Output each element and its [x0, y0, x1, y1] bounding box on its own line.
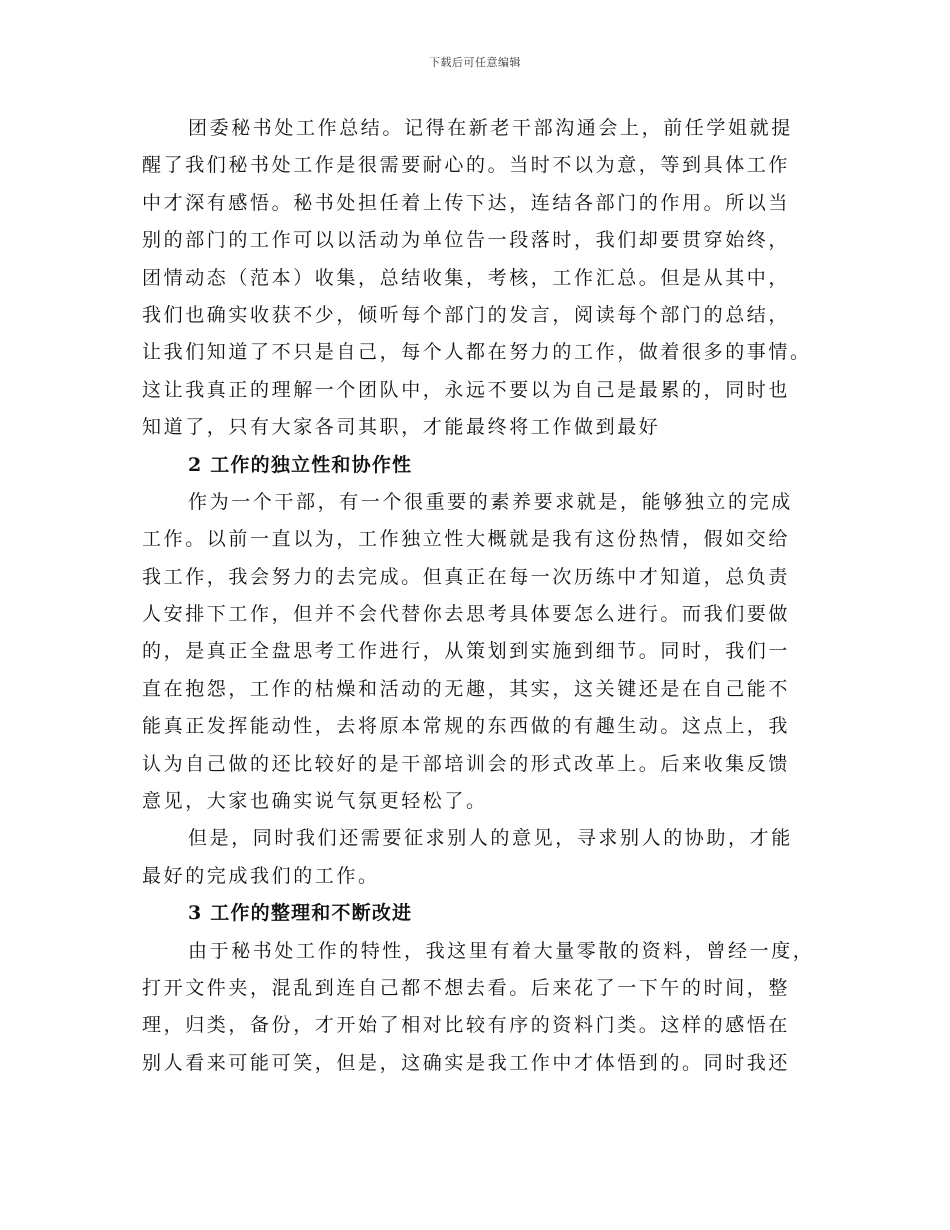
document-body	[142, 110, 822, 1082]
paragraph-line: 直在抱怨，工作的枯燥和活动的无趣，其实，这关键还是在自己能不	[142, 677, 791, 700]
paragraph-line: 醒了我们秘书处工作是很需要耐心的。当时不以为意，等到具体工作	[142, 154, 791, 177]
paragraph-line: 最好的完成我们的工作。	[142, 864, 380, 887]
paragraph-line: 别的部门的工作可以以活动为单位告一段落时，我们却要贯穿始终，	[142, 229, 791, 252]
section-heading-improvement: 3 工作的整理和不断改进	[188, 902, 413, 925]
paragraph-line: 我工作，我会努力的去完成。但真正在每一次历练中才知道，总负责	[142, 565, 791, 588]
paragraph-line: 能真正发挥能动性，去将原本常规的东西做的有趣生动。这点上，我	[142, 715, 791, 738]
paragraph-line: 让我们知道了不只是自己，每个人都在努力的工作，做着很多的事情。	[142, 341, 812, 364]
paragraph-line: 理，归类，备份，才开始了相对比较有序的资料门类。这样的感悟在	[142, 1014, 791, 1037]
paragraph-line: 作为一个干部，有一个很重要的素养要求就是，能够独立的完成	[188, 490, 793, 513]
paragraph-line: 但是，同时我们还需要征求别人的意见，寻求别人的协助，才能	[188, 827, 793, 850]
paragraph-line: 意见，大家也确实说气氛更轻松了。	[142, 790, 488, 813]
paragraph-line: 团委秘书处工作总结。记得在新老干部沟通会上，前任学姐就提	[188, 117, 793, 139]
paragraph-line: 由于秘书处工作的特性，我这里有着大量零散的资料，曾经一度，	[188, 939, 815, 962]
paragraph-line: 的，是真正全盘思考工作进行，从策划到实施到细节。同时，我们一	[142, 640, 791, 663]
paragraph-line: 认为自己做的还比较好的是干部培训会的形式改革上。后来收集反馈	[142, 752, 791, 775]
paragraph-line: 这让我真正的理解一个团队中，永远不要以为自己是最累的，同时也	[142, 378, 791, 401]
paragraph-line: 团情动态（范本）收集，总结收集，考核，工作汇总。但是从其中，	[142, 266, 791, 289]
section-heading-independence: 2 工作的独立性和协作性	[188, 453, 413, 476]
paragraph-line: 我们也确实收获不少，倾听每个部门的发言，阅读每个部门的总结，	[142, 303, 791, 326]
page-header-note: 下载后可任意编辑	[429, 56, 521, 69]
paragraph-line: 中才深有感悟。秘书处担任着上传下达，连结各部门的作用。所以当	[142, 191, 791, 214]
paragraph-line: 人安排下工作，但并不会代替你去思考具体要怎么进行。而我们要做	[142, 603, 791, 626]
paragraph-line: 工作。以前一直以为，工作独立性大概就是我有这份热情，假如交给	[142, 528, 791, 551]
paragraph-line: 打开文件夹，混乱到连自己都不想去看。后来花了一下午的时间，整	[142, 976, 791, 999]
paragraph-line: 知道了，只有大家各司其职，才能最终将工作做到最好	[142, 416, 661, 439]
paragraph-line: 别人看来可能可笑，但是，这确实是我工作中才体悟到的。同时我还	[142, 1051, 791, 1074]
